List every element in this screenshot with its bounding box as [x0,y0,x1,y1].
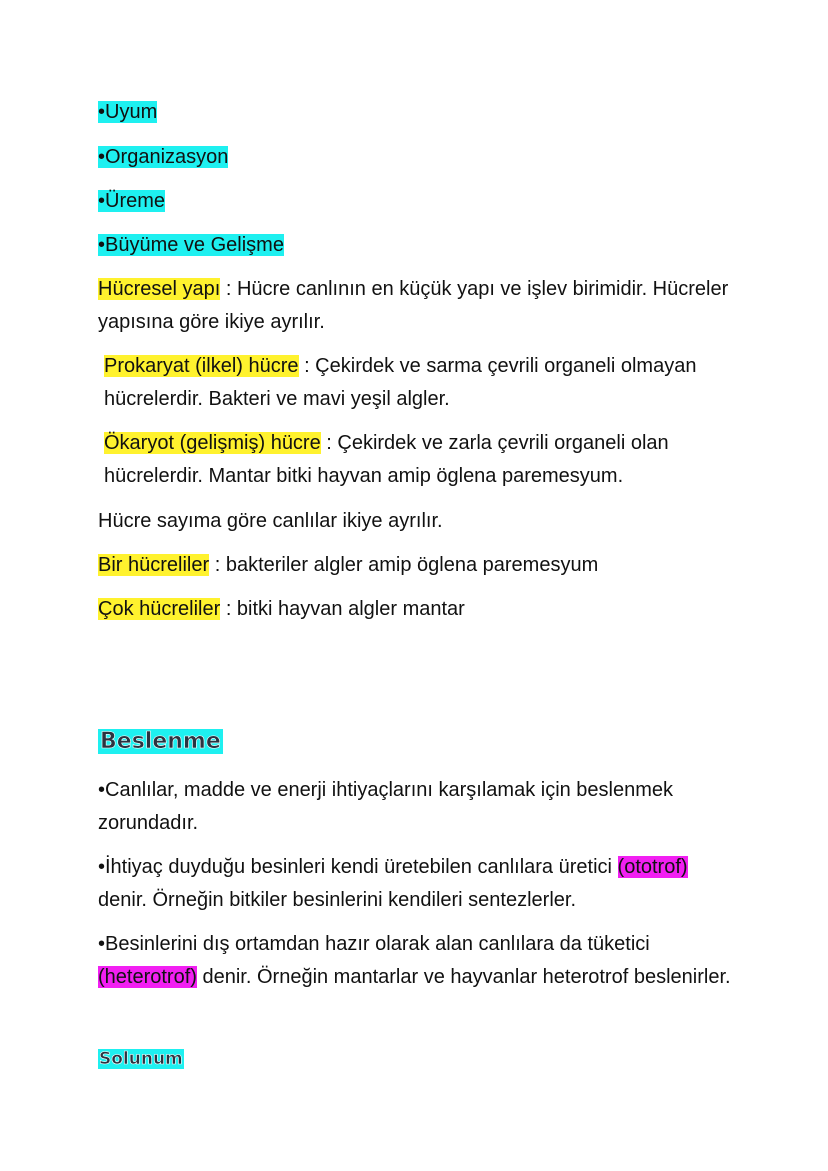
autotroph-term: (ototrof) [617,856,688,878]
nutrition-paragraph-1: •Canlılar, madde ve enerji ihtiyaçlarını karşılamak için beslenmek zorundadır. [98,779,674,834]
prokaryote-term: Prokaryat (ilkel) hücre [104,355,299,377]
nutrition-paragraph-3: •Besinlerini dış ortamdan hazır olarak alan canlılara da tüketici (heterotrof) denir. Örneğin mantarlar ve hayvanlar heterotrof beslenirler. [98,933,731,988]
prokaryote-definition: : Çekirdek ve sarma çevrili organeli olmayan hücrelerdir. Bakteri ve mavi yeşil algler. [104,355,697,410]
feature-organizasyon: •Organizasyon [98,146,229,168]
respiration-heading: Solunum [99,1049,183,1069]
multicellular-definition: : bitki hayvan algler mantar [220,598,465,620]
multicellular-term: Çok hücreliler [98,598,221,620]
cell-count-intro: Hücre sayıma göre canlılar ikiye ayrılır. [98,510,443,532]
unicellular-line [98,549,738,582]
nutrition-heading: Beslenme [100,729,221,754]
unicellular-term: Bir hücreliler [98,554,210,576]
multicellular-line [98,593,738,626]
eukaryote-term: Ökaryot (gelişmiş) hücre [104,432,321,454]
feature-buyume: •Büyüme ve Gelişme [98,234,284,256]
nutrition-paragraph-2: •İhtiyaç duyduğu besinleri kendi üretebilen canlılara üretici (ototrof) denir. Örneğin bitkiler besinlerini kendileri sentezlerler. [98,856,688,911]
eukaryote-definition: : Çekirdek ve zarla çevrili organeli olan hücrelerdir. Mantar bitki hayvan amip öglena paremesyum. [104,432,669,487]
cell-structure-paragraph [98,273,738,339]
feature-ureme: •Üreme [98,190,166,212]
nutrition-heading-row [98,726,223,759]
cell-structure-definition: : Hücre canlının en küçük yapı ve işlev birimidir. Hücreler yapısına göre ikiye ayrılır. [98,278,729,333]
prokaryote-paragraph [104,350,744,416]
respiration-heading-row [98,1042,184,1075]
heterotroph-term: (heterotrof) [98,966,197,988]
cell-structure-term: Hücresel yapı [98,278,221,300]
unicellular-definition: : bakteriler algler amip öglena paremesyum [209,554,599,576]
feature-uyum: •Uyum [98,101,158,123]
eukaryote-paragraph [104,427,744,493]
